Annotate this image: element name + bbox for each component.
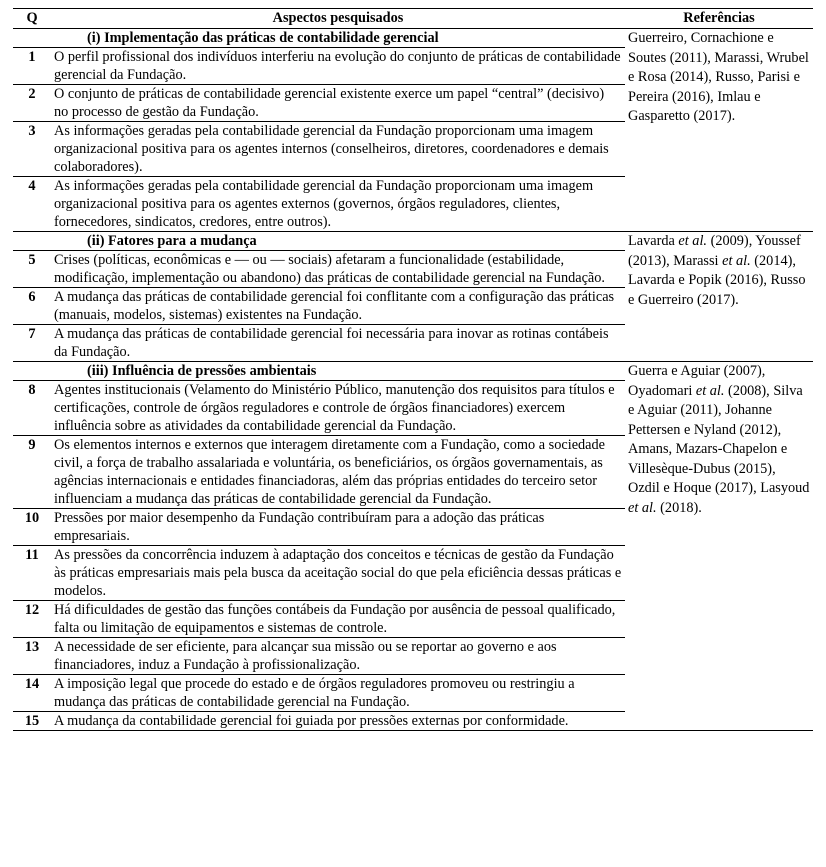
question-text: As informações geradas pela contabilidade gerencial da Fundação proporcionam uma imagem organizacional positiva para os agentes internos (conselheiros, diretores, coordenadores e demais colaboradores). <box>51 122 625 177</box>
section-references <box>625 232 813 362</box>
question-text: Agentes institucionais (Velamento do Ministério Público, manutenção dos requisitos para títulos e certificações, controle de órgãos reguladores e controle de órgãos financiadores) exercem influência sobre as atividades da contabilidade gerencial da Fundação. <box>51 381 625 436</box>
question-text: As informações geradas pela contabilidade gerencial da Fundação proporcionam uma imagem organizacional positiva para os agentes externos (governos, órgãos reguladores, clientes, fornecedores, sindicatos, credores, entre outros). <box>51 177 625 232</box>
ref-part: et al. <box>695 382 725 399</box>
question-number: 15 <box>13 712 51 731</box>
question-text: Pressões por maior desempenho da Fundação contribuíram para a adoção das práticas empresariais. <box>51 509 625 546</box>
question-number: 14 <box>13 675 51 712</box>
section-header-row <box>13 232 813 251</box>
question-text: A mudança das práticas de contabilidade gerencial foi conflitante com a configuração das práticas (manuais, modelos, sistemas) existentes na Fundação. <box>51 288 625 325</box>
question-number: 11 <box>13 546 51 601</box>
ref-part: (2009), Youssef (2013), Marassi <box>628 233 801 269</box>
questionnaire-table <box>13 8 813 731</box>
ref-part: (2008), Silva e Aguiar (2011), Johanne Pettersen e Nyland (2012), Amans, Mazars-Chapelon e Villesèque-Dubus (2015), Ozdil e Hoque (2017), Lasyoud <box>628 382 810 496</box>
header-aspects: Aspectos pesquisados <box>51 9 625 29</box>
section-references <box>625 362 813 731</box>
question-text: A imposição legal que procede do estado e de órgãos reguladores promoveu ou restringiu a mudança das práticas de contabilidade gerencial na Fundação. <box>51 675 625 712</box>
question-number: 8 <box>13 381 51 436</box>
question-number: 2 <box>13 85 51 122</box>
ref-part: Guerra e Aguiar (2007), Oyadomari <box>628 363 766 399</box>
header-references: Referências <box>625 9 813 29</box>
question-text: Os elementos internos e externos que interagem diretamente com a Fundação, como a sociedade civil, a força de trabalho assalariada e voluntária, os beneficiários, os órgãos governamentais, as agências internacionais e entidades financiadoras, além das próprias entidades do terceiro setor influenciam a mudança das práticas de contabilidade gerencial da Fundação. <box>51 436 625 509</box>
question-text: A mudança das práticas de contabilidade gerencial foi necessária para inovar as rotinas contábeis da Fundação. <box>51 325 625 362</box>
question-number: 13 <box>13 638 51 675</box>
ref-part: et al. <box>722 252 751 269</box>
question-text: A mudança da contabilidade gerencial foi guiada por pressões externas por conformidade. <box>51 712 625 731</box>
question-number: 10 <box>13 509 51 546</box>
question-number: 4 <box>13 177 51 232</box>
question-text: Há dificuldades de gestão das funções contábeis da Fundação por ausência de pessoal qualificado, falta ou limitação de equipamentos e sistemas de controle. <box>51 601 625 638</box>
section-references: Guerreiro, Cornachione e Soutes (2011), Marassi, Wrubel e Rosa (2014), Russo, Parisi e Pereira (2016), Imlau e Gasparetto (2017). <box>625 29 813 232</box>
section-title: (i) Implementação das práticas de contabilidade gerencial <box>51 29 625 48</box>
question-number: 6 <box>13 288 51 325</box>
ref-part: (2014), Lavarda e Popik (2016), Russo e Guerreiro (2017). <box>628 252 806 308</box>
ref-part: (2018). <box>656 499 702 516</box>
question-text: As pressões da concorrência induzem à adaptação dos conceitos e técnicas de gestão da Fundação às práticas empresariais mais pela busca da aceitação social do que pela eficiência dessas práticas e modelos. <box>51 546 625 601</box>
section-title: (iii) Influência de pressões ambientais <box>51 362 625 381</box>
header-q: Q <box>13 9 51 29</box>
table-header-row <box>13 9 813 29</box>
section-header-row <box>13 362 813 381</box>
question-number: 3 <box>13 122 51 177</box>
question-number: 9 <box>13 436 51 509</box>
section-header-row <box>13 29 813 48</box>
question-number: 1 <box>13 48 51 85</box>
question-text: O conjunto de práticas de contabilidade gerencial existente exerce um papel “central” (decisivo) no processo de gestão da Fundação. <box>51 85 625 122</box>
ref-part: et al. <box>628 499 657 516</box>
ref-part: Lavarda <box>628 233 679 249</box>
ref-part: et al. <box>678 233 707 249</box>
question-text: Crises (políticas, econômicas e — ou — sociais) afetaram a funcionalidade (estabilidade, modificação, implementação ou abandono) das práticas de contabilidade gerencial na Fundação. <box>51 251 625 288</box>
question-text: A necessidade de ser eficiente, para alcançar sua missão ou se reportar ao governo e aos financiadores, induz a Fundação à profissionalização. <box>51 638 625 675</box>
question-text: O perfil profissional dos indivíduos interferiu na evolução do conjunto de práticas de contabilidade gerencial da Fundação. <box>51 48 625 85</box>
question-number: 12 <box>13 601 51 638</box>
question-number: 7 <box>13 325 51 362</box>
section-title: (ii) Fatores para a mudança <box>51 232 625 251</box>
question-number: 5 <box>13 251 51 288</box>
